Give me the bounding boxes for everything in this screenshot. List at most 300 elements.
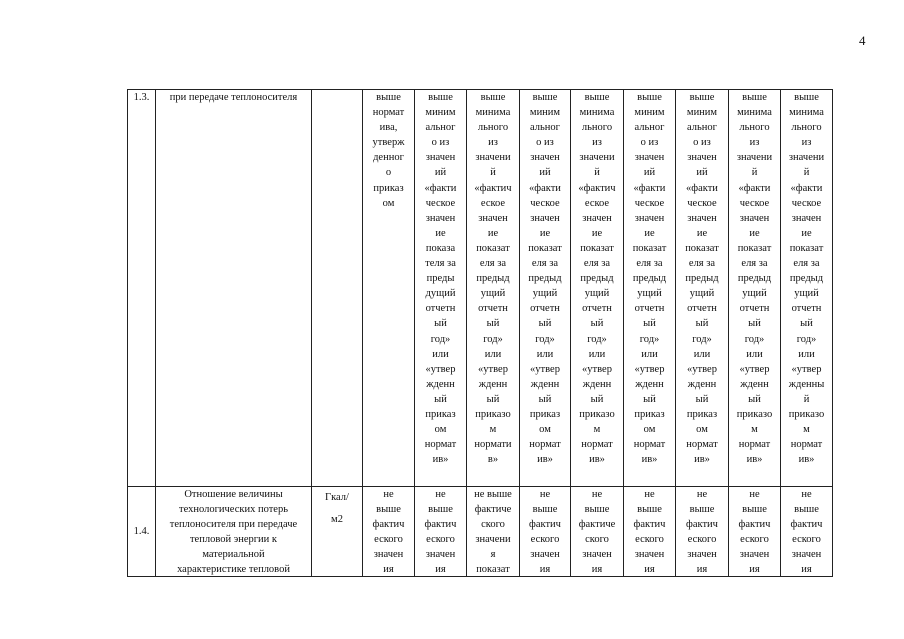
cell-line: еского [792, 534, 821, 546]
cell-line: ие [487, 227, 499, 239]
cell-line: отчетн [791, 303, 822, 315]
cell-line: приказо [579, 408, 615, 420]
cell-line: минима [737, 107, 772, 119]
value-text [571, 487, 623, 576]
cell-line: значен [791, 212, 822, 224]
cell-line: миним [634, 107, 665, 119]
cell-line: ия [644, 564, 655, 576]
cell-line: предыд [476, 273, 510, 285]
cell-line: не [435, 489, 446, 500]
cell-line: приказ [529, 408, 561, 420]
cell-line: показат [580, 242, 614, 254]
value-text [363, 90, 414, 211]
cell-line: выше [742, 504, 767, 516]
cell-line: м2 [331, 514, 343, 525]
cell-line: выше [532, 504, 558, 516]
cell-line: нормат [424, 439, 457, 451]
cell-line: показат [737, 242, 772, 254]
cell-line: минима [579, 107, 615, 119]
cell-line: предыд [685, 273, 719, 285]
value-text [467, 90, 519, 467]
cell-line: выше [376, 504, 401, 516]
table-row [128, 487, 833, 577]
cell-line: «факти [790, 182, 823, 194]
cell-line: не [696, 489, 708, 500]
cell-line: или [588, 348, 606, 360]
cell-line: ия [435, 564, 446, 576]
cell-line: ческое [687, 197, 717, 209]
cell-line: показат [632, 242, 667, 254]
cell-line: отчетн [478, 303, 508, 315]
cell-line: выше [532, 92, 558, 103]
cell-line: ый [538, 393, 552, 405]
value-cell [781, 90, 833, 487]
cell-line: еля за [479, 258, 507, 270]
cell-line: жденн [635, 378, 664, 390]
cell-line: отчетн [634, 303, 665, 315]
cell-line: или [484, 348, 502, 360]
cell-line: ущий [532, 288, 558, 300]
cell-line: показат [685, 242, 719, 254]
cell-line: из [801, 137, 812, 149]
cell-line: тепловой энергии к [189, 534, 278, 546]
cell-line: ив» [432, 454, 449, 466]
cell-line: ие [644, 227, 655, 239]
cell-line: «факти [738, 182, 771, 194]
cell-line: ческое [634, 197, 665, 209]
cell-line: ом [539, 424, 551, 436]
cell-line: значен [687, 212, 717, 224]
cell-line: предыд [580, 273, 614, 285]
cell-line: при передаче теплоносителя [169, 92, 298, 103]
cell-line: альног [425, 122, 456, 134]
cell-line: й [751, 167, 758, 179]
cell-line: ия [591, 564, 603, 576]
cell-line: значен [425, 152, 456, 164]
cell-line: показат [789, 242, 824, 254]
cell-line: ия [749, 564, 760, 576]
cell-line: значен [634, 549, 665, 561]
cell-line: год» [639, 333, 660, 345]
cell-line: ия [696, 564, 708, 576]
cell-line: или [798, 348, 815, 360]
cell-line: ущий [480, 288, 506, 300]
cell-line: теплоносителя при передаче [169, 519, 298, 531]
cell-line: фактич [686, 519, 718, 531]
cell-line: ущий [584, 288, 610, 300]
cell-line: еского [687, 534, 717, 546]
cell-line: утверж [372, 137, 405, 149]
cell-line: фактич [424, 519, 457, 531]
cell-line: «утвер [530, 363, 560, 375]
cell-line: из [488, 137, 498, 149]
value-cell [676, 487, 729, 577]
cell-line: не [383, 489, 394, 500]
value-text [781, 487, 832, 576]
cell-line: ие [749, 227, 760, 239]
cell-line: «утвер [791, 363, 822, 375]
cell-line: нормат [372, 107, 405, 119]
value-text [415, 487, 466, 576]
cell-line: ского [481, 519, 505, 531]
cell-line: предыд [789, 273, 824, 285]
cell-line: еля за [531, 258, 559, 270]
cell-line: выше [376, 92, 401, 103]
value-text [676, 487, 728, 576]
cell-line: ий [539, 167, 551, 179]
cell-line: преды [426, 273, 455, 285]
cell-line: или [746, 348, 763, 360]
cell-line: выше [584, 92, 610, 103]
cell-line: значен [530, 549, 560, 561]
value-cell [363, 90, 415, 487]
cell-line: фактич [529, 519, 561, 531]
cell-line: й [594, 167, 600, 179]
cell-line: нормат [686, 439, 718, 451]
cell-line: показат [476, 564, 510, 576]
value-cell [729, 90, 781, 487]
value-cell [624, 90, 676, 487]
cell-line: м [803, 424, 810, 436]
row-unit [312, 90, 363, 487]
cell-line: значени [579, 152, 615, 164]
cell-line: нормат [581, 439, 613, 451]
value-text [676, 90, 728, 467]
cell-line: значени [736, 152, 773, 164]
cell-line: значен [791, 549, 822, 561]
cell-line: ий [434, 167, 447, 179]
value-text [520, 487, 570, 576]
cell-line: выше [637, 92, 662, 103]
cell-line: «утвер [425, 363, 456, 375]
value-cell [520, 90, 571, 487]
cell-line: ческое [739, 197, 770, 209]
cell-line: Гкал/ [325, 492, 349, 503]
cell-line: й [490, 167, 496, 179]
cell-line: альног [530, 122, 560, 134]
cell-line: ый [800, 318, 813, 330]
cell-line: миним [686, 107, 718, 119]
value-cell [363, 487, 415, 577]
cell-line: предыд [632, 273, 667, 285]
cell-line: ие [591, 227, 603, 239]
cell-line: значени [788, 152, 825, 164]
cell-line: значен [582, 212, 612, 224]
cell-line: или [432, 348, 449, 360]
row-name-cell [156, 90, 312, 487]
cell-line: «факти [529, 182, 561, 194]
cell-line: еля за [741, 258, 768, 270]
cell-line: еля за [688, 258, 716, 270]
cell-line: ый [486, 318, 500, 330]
cell-line: «утвер [739, 363, 770, 375]
cell-line: «факти [633, 182, 666, 194]
row-name-cell [156, 487, 312, 577]
cell-line: значени [475, 152, 511, 164]
cell-line: ий [696, 167, 708, 179]
cell-line: ый [590, 318, 604, 330]
cell-line: год» [692, 333, 712, 345]
cell-line: значен [425, 549, 456, 561]
cell-line: ый [748, 318, 761, 330]
cell-line: не выше [474, 489, 512, 500]
cell-line: «фактич [578, 182, 616, 194]
cell-line: отчетн [582, 303, 612, 315]
cell-line: выше [584, 504, 610, 516]
cell-line: или [536, 348, 554, 360]
cell-line: льного [791, 122, 822, 134]
cell-line: ущий [689, 288, 715, 300]
value-cell [520, 487, 571, 577]
cell-line: о из [640, 137, 659, 149]
cell-line: альног [687, 122, 717, 134]
cell-line: значен [530, 152, 560, 164]
cell-line: ив» [589, 454, 605, 466]
cell-line: фактиче [578, 519, 616, 531]
cell-line: не [539, 489, 551, 500]
cell-line: Отношение величины [184, 489, 283, 500]
cell-line: о [385, 167, 392, 179]
cell-line: я [490, 549, 496, 561]
row-unit [312, 487, 362, 531]
cell-line: предыд [737, 273, 772, 285]
cell-line: технологических потерь [179, 504, 288, 516]
cell-line: предыд [528, 273, 562, 285]
cell-line: показат [476, 242, 510, 254]
cell-line: «утвер [582, 363, 612, 375]
cell-line: ческое [530, 197, 560, 209]
cell-line: жденн [687, 378, 717, 390]
cell-line: ущий [742, 288, 767, 300]
cell-line: выше [689, 504, 715, 516]
cell-line: приказо [736, 408, 773, 420]
cell-line: еского [740, 534, 769, 546]
cell-line: й [803, 393, 810, 405]
cell-line: ый [538, 318, 552, 330]
cell-line: еского [426, 534, 455, 546]
value-cell [676, 90, 729, 487]
cell-line: «факти [686, 182, 718, 194]
cell-line: еское [584, 197, 610, 209]
cell-line: ый [748, 393, 761, 405]
cell-line: ом [434, 424, 447, 436]
cell-line: ива, [379, 122, 398, 134]
value-text [781, 90, 832, 467]
cell-line: миним [529, 107, 561, 119]
cell-line: показа [425, 242, 456, 254]
cell-line: материальной [202, 549, 265, 561]
cell-line: ческое [791, 197, 822, 209]
cell-line: о из [431, 137, 450, 149]
cell-line: ый [434, 393, 447, 405]
cell-line: ского [585, 534, 609, 546]
value-cell [415, 487, 467, 577]
cell-line: или [641, 348, 658, 360]
cell-line: значен [530, 212, 560, 224]
cell-line: выше [637, 504, 662, 516]
cell-line: минима [475, 107, 511, 119]
value-text [467, 487, 519, 576]
cell-line: льного [581, 122, 613, 134]
cell-line: характеристике тепловой [177, 564, 290, 576]
value-cell [624, 487, 676, 577]
cell-line: жденн [426, 378, 455, 390]
value-text [415, 90, 466, 467]
cell-line: значен [634, 212, 665, 224]
cell-line: ом [696, 424, 708, 436]
cell-line: еского [530, 534, 560, 546]
cell-line: м [489, 424, 497, 436]
value-cell [729, 487, 781, 577]
cell-line: «фактич [474, 182, 512, 194]
cell-line: не [644, 489, 655, 500]
cell-line: ив» [694, 454, 710, 466]
cell-line: фактиче [474, 504, 512, 516]
value-cell [467, 487, 520, 577]
cell-line: нормат [633, 439, 666, 451]
cell-line: значен [373, 549, 404, 561]
cell-line: ий [643, 167, 656, 179]
cell-line: выше [794, 92, 819, 103]
cell-line: нормат [529, 439, 561, 451]
cell-line: год» [587, 333, 607, 345]
value-text [571, 90, 623, 467]
cell-line: о из [693, 137, 711, 149]
cell-line: жденн [530, 378, 560, 390]
cell-line: приказ [373, 182, 404, 194]
cell-line: ив» [537, 454, 553, 466]
cell-line: в» [487, 454, 499, 466]
cell-line: значен [739, 212, 770, 224]
cell-line: не [749, 489, 760, 500]
cell-line: ив» [798, 454, 815, 466]
cell-line: альног [634, 122, 665, 134]
cell-line: денног [373, 152, 404, 164]
cell-line: м [593, 424, 601, 436]
cell-line: ый [486, 393, 500, 405]
cell-line: или [693, 348, 711, 360]
cell-line: ый [434, 318, 447, 330]
cell-line: фактич [633, 519, 666, 531]
cell-line: фактич [372, 519, 405, 531]
cell-line: ом [382, 197, 395, 209]
cell-line: значени [475, 534, 511, 546]
cell-line: еля за [793, 258, 820, 270]
cell-line: м [751, 424, 758, 436]
cell-line: й [803, 167, 810, 179]
cell-line: фактич [790, 519, 823, 531]
value-cell [571, 487, 624, 577]
cell-line: значен [425, 212, 456, 224]
cell-line: нормат [738, 439, 771, 451]
cell-line: жденн [740, 378, 769, 390]
cell-line: год» [796, 333, 817, 345]
cell-line: ущий [794, 288, 819, 300]
cell-line: приказо [475, 408, 511, 420]
cell-line: значен [582, 549, 612, 561]
cell-line: отчетн [425, 303, 456, 315]
table-row [128, 90, 833, 487]
cell-line: показат [528, 242, 562, 254]
cell-line: выше [689, 92, 715, 103]
cell-line: ущий [637, 288, 662, 300]
cell-line: ия [801, 564, 812, 576]
value-text [729, 487, 780, 576]
cell-line: приказ [634, 408, 665, 420]
cell-line: минима [789, 107, 824, 119]
cell-line: ия [383, 564, 394, 576]
value-cell [415, 90, 467, 487]
cell-line: год» [483, 333, 503, 345]
cell-line: ый [643, 393, 656, 405]
cell-line: ие [801, 227, 812, 239]
cell-line: льного [477, 122, 509, 134]
cell-line: из [749, 137, 760, 149]
cell-line: приказ [425, 408, 456, 420]
value-cell [467, 90, 520, 487]
cell-line: отчетн [687, 303, 717, 315]
cell-line: ие [539, 227, 551, 239]
cell-line: «утвер [478, 363, 508, 375]
cell-line: нормат [790, 439, 823, 451]
page-number: 4 [859, 33, 866, 48]
row-unit-cell [312, 487, 363, 577]
row-name [156, 90, 311, 105]
cell-line: еля за [583, 258, 611, 270]
cell-line: «утвер [687, 363, 717, 375]
cell-line: отчетн [530, 303, 560, 315]
cell-line: ый [590, 393, 604, 405]
cell-line: нормати [474, 439, 512, 451]
cell-line: жденн [582, 378, 612, 390]
value-cell [571, 90, 624, 487]
cell-line: год» [430, 333, 451, 345]
cell-line: значен [634, 152, 665, 164]
value-text [363, 487, 414, 576]
cell-line: теля за [425, 258, 456, 270]
cell-line: еского [374, 534, 403, 546]
indicator-table [127, 89, 833, 577]
value-text [624, 487, 675, 576]
cell-line: ия [539, 564, 551, 576]
cell-line: ие [696, 227, 708, 239]
cell-line: из [592, 137, 602, 149]
cell-line: еского [635, 534, 664, 546]
cell-line: ый [695, 318, 709, 330]
cell-line: ие [435, 227, 446, 239]
cell-line: ческое [425, 197, 456, 209]
cell-line: выше [428, 92, 453, 103]
cell-line: ый [695, 393, 709, 405]
cell-line: ый [643, 318, 656, 330]
cell-line: не [801, 489, 812, 500]
cell-line: миним [425, 107, 456, 119]
cell-line: приказ [686, 408, 718, 420]
cell-line: еля за [636, 258, 663, 270]
cell-line: дущий [425, 288, 456, 300]
cell-line: «факти [424, 182, 457, 194]
cell-line: ив» [641, 454, 658, 466]
cell-line: «утвер [634, 363, 665, 375]
cell-line: значен [687, 549, 717, 561]
cell-line: значен [478, 212, 508, 224]
cell-line: не [591, 489, 603, 500]
row-name [156, 487, 311, 576]
row-number: 1.3. [128, 90, 156, 487]
cell-line: значен [739, 549, 770, 561]
cell-line: выше [742, 92, 767, 103]
cell-line: жденны [788, 378, 825, 390]
